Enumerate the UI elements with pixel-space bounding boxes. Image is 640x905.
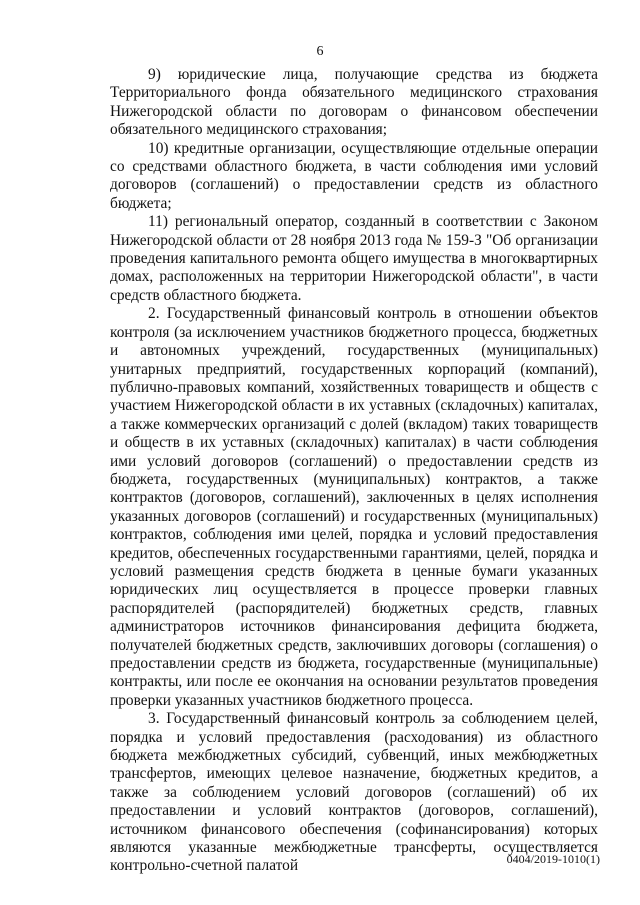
document-code: 0404/2019-1010(1) — [506, 852, 600, 866]
paragraph-item-9: 9) юридические лица, получающие средства из бюджета Территориального фонда обязательного медицинского страхования Нижегородской области по договорам о финансовом обеспечении обязательного медицинского страхования; — [110, 66, 598, 139]
paragraph-section-3: 3. Государственный финансовый контроль за соблюдением целей, порядка и условий предоставления (расходования) из областного бюджета межбюджетных субсидий, субвенций, иных межбюджетных трансфертов, имеющих целевое назначение, бюджетных кредитов, а также за соблюдением условий договоров (соглашений) об их предоставлении и условий контрактов (договоров, соглашений), источником финансового обеспечения (софинансирования) которых являются указанные межбюджетные трансферты, осуществляется контрольно-счетной палатой — [110, 710, 598, 875]
paragraph-item-10: 10) кредитные организации, осуществляющие отдельные операции со средствами областного бюджета, в части соблюдения ими условий договоров (соглашений) о предоставлении средств из областного бюджета; — [110, 139, 598, 212]
paragraph-section-2: 2. Государственный финансовый контроль в отношении объектов контроля (за исключением участников бюджетного процесса, бюджетных и автономных учреждений, государственных (муниципальных) унитарных предприятий, государственных корпораций (компаний), публично-правовых компаний, хозяйственных товариществ и обществ с участием Нижегородской области в их уставных (складочных) капиталах, а также коммерческих организаций с долей (вкладом) таких товариществ и обществ в их уставных (складочных) капиталах) в части соблюдения ими условий договоров (соглашений) о предоставлении средств из бюджета, государственных (муниципальных) контрактов, а также контрактов (договоров, соглашений), заключенных в целях исполнения указанных договоров (соглашений) и государственных (муниципальных) контрактов, соблюдения ими целей, порядка и условий предоставления кредитов, обеспеченных государственными гарантиями, целей, порядка и условий размещения средств бюджета в ценные бумаги указанных юридических лиц осуществляется в процессе проверки главных распорядителей (распорядителей) бюджетных средств, главных администраторов источников финансирования дефицита бюджета, получателей бюджетных средств, заключивших договоры (соглашения) о предоставлении средств из бюджета, государственные (муниципальные) контракты, или после ее окончания на основании результатов проведения проверки указанных участников бюджетного процесса. — [110, 305, 598, 709]
page-number: 6 — [316, 44, 324, 59]
document-body — [110, 66, 598, 876]
paragraph-item-11: 11) региональный оператор, созданный в соответствии с Законом Нижегородской области от 28 ноября 2013 года № 159-З "Об организации проведения капитального ремонта общего имущества в многоквартирных домах, расположенных на территории Нижегородской области", в части средств областного бюджета. — [110, 213, 598, 304]
